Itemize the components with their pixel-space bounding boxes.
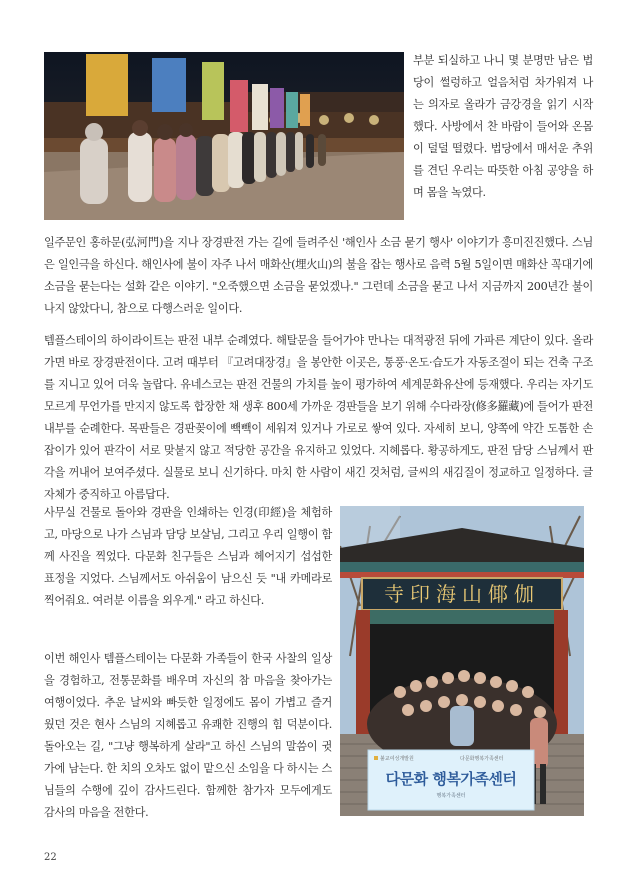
paragraph-2: 일주문인 홍하문(弘河門)을 지나 장경판전 가는 길에 들려주신 '해인사 소금 묻기 행사' 이야기가 흥미진진했다. 스님은 일인극을 하신다. 해인사에 불이 자주 나서 매화산(埋火山)의 불을 잡는 행사로 음력 5월 5일이면 매화산 꼭대기에 소금을 묻는다는 설화 같은 이야기. "오죽했으면 소금을 묻었겠나." 그런데 소금을 묻고 나서 지금까지 200년간 불이 나지 않았다니, 참으로 다행스러운 일이다. bbox=[44, 236, 593, 315]
paragraph-4: 사무실 건물로 돌아와 경판을 인쇄하는 인경(印經)을 체험하고, 마당으로 나가 스님과 담당 보살님, 그리고 우리 일행이 함께 사진을 찍었다. 다문화 친구들은 스님과 헤어지기 섭섭한 표정을 지었다. 스님께서도 아쉬움이 남으신 듯 "내 카메라로 찍어줘요. 여러분 이름을 외우게." 라고 하신다. bbox=[44, 506, 332, 607]
banner-main-text: 다문화 행복가족센터 bbox=[385, 770, 517, 788]
page-number: 22 bbox=[44, 852, 57, 863]
paragraph-3: 템플스테이의 하이라이트는 판전 내부 순례였다. 해탈문을 들어가야 만나는 대적광전 뒤에 가파른 계단이 있다. 올라가면 바로 장경판전이다. 고려 때부터 『고려대장경』을 봉안한 이곳은, 통풍·온도·습도가 자동조절이 되는 건축 구조를 지니고 있어 더욱 놀랍다. 유네스코는 판전 건물의 가치를 높이 평가하여 세계문화유산에 등재했다. 우리는 자기도 모르게 무언가를 만지지 않도록 합장한 채 생후 800세 가까운 경판들을 보기 위해 수다라장(修多羅藏)에 들어가 판전 내부를 순례한다. 목판들은 경판꽂이에 빽빽이 세워져 있거나 가로로 쌓여 있다. 자세히 보니, 양쪽에 약간 도톰한 손잡이가 있어 판각이 서로 맞붙지 않고 적당한 공간을 유지하고 있었다. 지혜롭다. 황공하게도, 판전 담당 스님께서 판각을 꺼내어 보여주셨다. 실물로 보니 신기하다. 마치 한 사람이 새긴 것처럼, 글씨의 새김질이 정교하고 일정하다. 글자체가 중직하고 아름답다. bbox=[44, 334, 593, 501]
banner-small-text-1: 불교여성개발원 bbox=[380, 756, 414, 762]
paragraph-5: 이번 해인사 템플스테이는 다문화 가족들이 한국 사찰의 일상을 경험하고, 전통문화를 배우며 자신의 참 마음을 찾아가는 여행이었다. 추운 날씨와 빠듯한 일정에도 몸이 가볍고 즐거웠던 것은 현사 스님의 지혜롭고 유쾌한 진행의 힘 덕분이다. 돌아오는 길, "그냥 행복하게 살라"고 하신 스님의 말씀이 귓가에 남는다. 한 치의 오차도 없이 맡으신 소임을 다 하시는 스님들의 수행에 깊이 감사드린다. 함께한 참가자 모두에게도 감사의 마음을 전한다. bbox=[44, 652, 332, 819]
banner-small-text-2: 다문화행복가족센터 bbox=[460, 756, 504, 762]
photo-temple-ceremony-image bbox=[44, 52, 404, 220]
photo-group-temple-gate bbox=[340, 506, 584, 816]
paragraph-1: 부분 되실하고 나니 몇 분명만 남은 법당이 썰렁하고 얼음처럼 차가워져 나는 의자로 올라가 금강경을 읽기 시작했다. 사방에서 찬 바람이 들어와 온몸이 덜덜 떨렸다. 법당에서 매서운 추위를 견딘 우리는 따뜻한 아침 공양을 하며 몸을 녹였다. bbox=[413, 54, 593, 199]
photo-temple-ceremony bbox=[44, 52, 404, 220]
banner-bottom-text: 행복가족센터 bbox=[436, 793, 466, 799]
temple-signboard: 伽倻山海印寺 bbox=[384, 582, 540, 606]
